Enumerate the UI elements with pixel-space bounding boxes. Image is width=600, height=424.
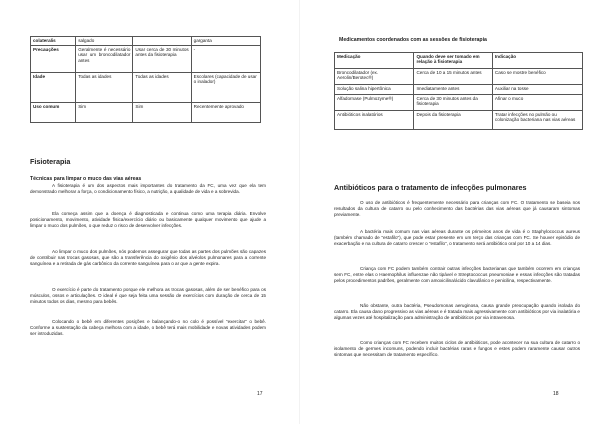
page-number: 18 — [553, 391, 559, 397]
table-cell: garganta — [191, 37, 260, 46]
table-caption: Medicamentos coordenados com as sessões de fisioterapia — [339, 37, 487, 43]
page-number: 17 — [257, 391, 263, 397]
paragraph: O uso de antibióticos é frequentemente necessário para crianças com FC. O tratamento se baseia nos resultados da cultura de catarro ou pelo conhecimento das bactérias das vias aéreas que já causaram sintomas previamente. — [334, 200, 580, 218]
table-cell: Cerca de 10 a 15 minutos antes — [414, 69, 492, 85]
table-cell: Sim — [76, 103, 133, 123]
subsection-title: Técnicas para limpar o muco das vias aéreas — [30, 176, 142, 182]
paragraph: Criança com FC podem também contrair outras infecções bacterianas que também ocorrem em crianças sem FC, entre elas o Haemophilus influenzae não tipável e Streptococcus pneumoniae e essas infecções são tratadas pelos procedimentos padrões, geralmente com amoxicilina/ácido clavulânico e penicilina, respectivamente. — [334, 266, 580, 284]
table-cell: Uso comum — [31, 103, 76, 123]
table-cell: - — [191, 46, 260, 73]
table-cell: Antibióticos inalatórios — [335, 111, 414, 130]
table-header-cell: Indicação — [492, 53, 582, 69]
table-cell: Alfadornase (Pulmozyme®) — [335, 95, 414, 111]
table-row — [31, 46, 261, 73]
table-cell: Afinar o muco — [492, 95, 582, 111]
table-header-cell: Quando deve ser tomado em relação à fisioterapia — [414, 53, 492, 69]
table-row — [335, 111, 583, 130]
paragraph: Ao limpar o muco dos pulmões, nós podemos assegurar que todas as partes dos pulmões são capazes de contribuir nas trocas gasosas, que são a transferência do oxigênio dos alvéolos pulmonares para a corrente sanguínea e a retirada de gás carbônico da corrente sanguínea para o ar que a gente expira. — [30, 249, 266, 267]
table-cell — [133, 37, 191, 46]
table-header-cell: Medicação — [335, 53, 414, 69]
table-cell: colateralis — [31, 37, 76, 46]
table-row — [31, 103, 261, 123]
section-title: Antibióticos para o tratamento de infecções pulmonares — [334, 183, 527, 192]
table-cell: Precauções — [31, 46, 76, 73]
table-cell: Recentemente aprovado — [191, 103, 260, 123]
left-table — [30, 36, 261, 123]
table-cell: Cerca de 30 minutos antes da fisioterapia — [414, 95, 492, 111]
table-row — [335, 95, 583, 111]
table-row — [335, 85, 583, 95]
table-cell: Todas as idades — [133, 73, 191, 103]
section-title: Fisioterapia — [30, 157, 71, 166]
paragraph: Colocando o bebê em diferentes posições e balançando-o no colo é possível “exercitar” o bebê. Conforme a sustentação da cabeça melhora com a idade, o bebê terá mais mobilidade e novas atividades podem ser introduzidas. — [30, 319, 266, 337]
table-cell: Caso se mostre benéfico — [492, 69, 582, 85]
table-cell: Idade — [31, 73, 76, 103]
table-row — [31, 37, 261, 46]
paragraph: A bactéria mais comum nas vias aéreas durante os primeiros anos de vida é o Staphylococcus aureus (também chamado de “estafilo”), que pode estar presente em um terço das crianças com FC. Se houver episódio de exacerbação e na cultura de catarro crescer o “estafilo”, o tratamento será antibiótico oral por 10 a 14 dias. — [334, 229, 580, 247]
table-cell: Auxiliar na tosse — [492, 85, 582, 95]
table-cell: Geralmente é necessário usar um broncodilatador antes — [76, 46, 133, 73]
table-cell: Sim — [133, 103, 191, 123]
paragraph: Como crianças com FC recebem muitos ciclos de antibióticos, pode acontecer na sua cultura de catarro o isolamento de germes incomuns, podendo incluir bactérias raras e fungos e estes podem raramente causar outros sintomas que necessitam de tratamento específico. — [334, 340, 580, 358]
right-page — [300, 0, 600, 424]
right-table — [334, 52, 583, 130]
table-cell: Escolares (capacidade de usar o inalador) — [191, 73, 260, 103]
table-cell: Todas as idades — [76, 73, 133, 103]
table-cell: Usar cerca de 30 minutos antes da fisioterapia — [133, 46, 191, 73]
table-row — [31, 73, 261, 103]
paragraph: A fisioterapia é um dos aspectos mais importantes do tratamento da FC, uma vez que ela tem demonstrado melhorar a força, o condicionamento físico, a nutrição, a qualidade de vida e a sobrevida. — [30, 183, 266, 195]
paragraph: Não obstante, outra bactéria, Pseudomonas aeruginosa, causa grande preocupação quando isolada do catarro. Ela causa dano progressivo as vias aéreas e é tratada mais agressivamente com antibióticos por via inalatória e algumas vezes até hospitalização para administração de antibióticos por via intravenosa. — [334, 303, 580, 321]
table-cell: Solução salina hipertônica — [335, 85, 414, 95]
table-cell: Depois da fisioterapia — [414, 111, 492, 130]
paragraph: O exercício é parte do tratamento porque ele melhora as trocas gasosas, além de ser benéfico para os músculos, ossos e articulações. O ideal é que seja feita uma sessão de exercícios com duração de cerca de 15 minutos todos os dias, mesmo para bebês. — [30, 287, 266, 305]
table-cell: Imediatamente antes — [414, 85, 492, 95]
paragraph: Ela começa assim que a doença é diagnosticada e continua como uma terapia diária. Envolve posicionamento, movimento, atividade física/exercício diário ou basicamente qualquer movimento que ajude a limpar o muco dos pulmões, o que reduz o risco de desenvolver infecções. — [30, 211, 266, 229]
table-cell: Tratar infecções no pulmão ou colonização bacteriana nas vias aéreas — [492, 111, 582, 130]
table-row — [335, 69, 583, 85]
table-cell: salgado — [76, 37, 133, 46]
table-header-row — [335, 53, 583, 69]
table-cell: Broncodilatador (ex. Aerolin/Berotec®) — [335, 69, 414, 85]
